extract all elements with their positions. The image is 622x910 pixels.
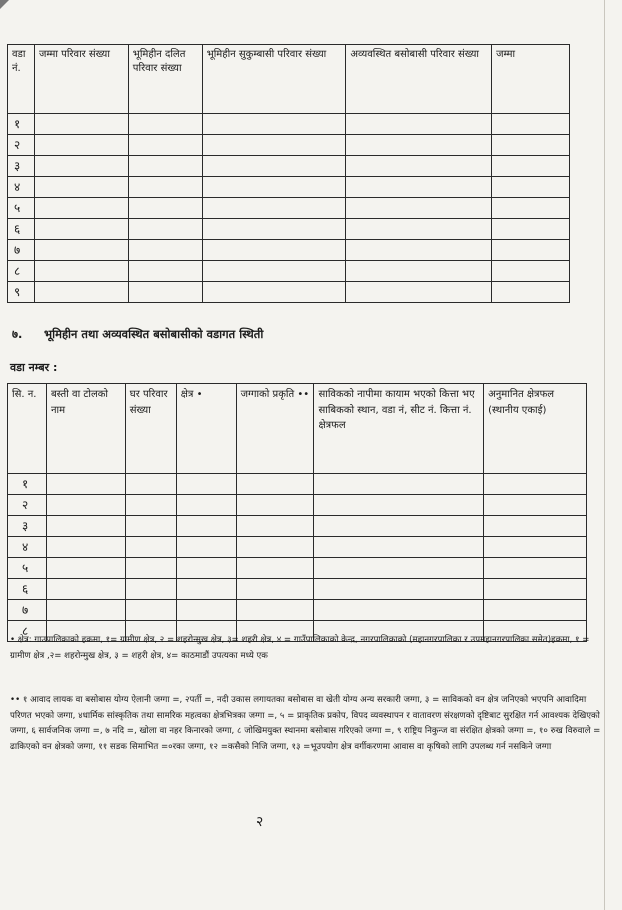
table-cell bbox=[125, 558, 176, 579]
table-row bbox=[8, 261, 570, 282]
table-cell bbox=[236, 516, 314, 537]
table-cell bbox=[125, 600, 176, 621]
table-cell bbox=[176, 516, 236, 537]
header-landless-dalit: भूमिहीन दलित परिवार संख्या bbox=[128, 45, 202, 114]
table-cell bbox=[346, 219, 492, 240]
table-cell bbox=[128, 240, 202, 261]
row-number: ४ bbox=[8, 177, 35, 198]
row-number: ५ bbox=[8, 558, 47, 579]
table-cell bbox=[492, 177, 570, 198]
table-cell bbox=[128, 282, 202, 303]
table-cell bbox=[125, 474, 176, 495]
header-total-families: जम्मा परिवार संख्या bbox=[34, 45, 128, 114]
table-cell bbox=[314, 474, 484, 495]
page-number: २ bbox=[256, 814, 264, 830]
table-cell bbox=[202, 156, 346, 177]
table-cell bbox=[346, 177, 492, 198]
row-number: ७ bbox=[8, 240, 35, 261]
table-cell bbox=[34, 156, 128, 177]
row-number: ६ bbox=[8, 219, 35, 240]
row-number: २ bbox=[8, 135, 35, 156]
table-cell bbox=[46, 600, 125, 621]
table-cell bbox=[314, 600, 484, 621]
table-cell bbox=[236, 537, 314, 558]
section-title: भूमिहीन तथा अव्यवस्थित बसोबासीको वडागत स्थिती bbox=[44, 327, 264, 341]
row-number: ९ bbox=[8, 282, 35, 303]
table-cell bbox=[125, 495, 176, 516]
table-cell bbox=[34, 177, 128, 198]
table-cell bbox=[202, 177, 346, 198]
table-cell bbox=[125, 579, 176, 600]
table-cell bbox=[492, 114, 570, 135]
header-household-count: घर परिवार संख्या bbox=[125, 384, 176, 474]
table-cell bbox=[314, 495, 484, 516]
table-cell bbox=[176, 495, 236, 516]
table-cell bbox=[236, 558, 314, 579]
table-cell bbox=[34, 114, 128, 135]
table-cell bbox=[484, 495, 587, 516]
table-cell bbox=[492, 135, 570, 156]
table-cell bbox=[484, 558, 587, 579]
table-cell bbox=[346, 135, 492, 156]
table-row bbox=[8, 537, 587, 558]
table-cell bbox=[34, 135, 128, 156]
table-cell bbox=[46, 495, 125, 516]
table-cell bbox=[34, 282, 128, 303]
margin-line bbox=[604, 0, 605, 910]
table-header-row bbox=[8, 384, 587, 474]
header-serial-no: सि. न. bbox=[8, 384, 47, 474]
table-cell bbox=[492, 219, 570, 240]
section-number: ७. bbox=[12, 327, 23, 341]
table-cell bbox=[128, 177, 202, 198]
table-cell bbox=[128, 135, 202, 156]
table-row bbox=[8, 219, 570, 240]
table-cell bbox=[34, 261, 128, 282]
table-cell bbox=[492, 282, 570, 303]
table-cell bbox=[484, 537, 587, 558]
table-cell bbox=[202, 282, 346, 303]
ward-family-table bbox=[7, 44, 570, 303]
table-cell bbox=[46, 579, 125, 600]
table-cell bbox=[128, 219, 202, 240]
table-cell bbox=[46, 558, 125, 579]
section-heading bbox=[12, 327, 263, 342]
table-cell bbox=[492, 156, 570, 177]
table-cell bbox=[176, 579, 236, 600]
table-cell bbox=[34, 219, 128, 240]
table-cell bbox=[346, 156, 492, 177]
table-cell bbox=[46, 537, 125, 558]
row-number: ४ bbox=[8, 537, 47, 558]
table-cell bbox=[484, 474, 587, 495]
header-cadastral-details: साविकको नापीमा कायाम भएको कित्ता भए साबिकको स्थान, वडा नं, सीट नं. कित्ता नं. क्षेत्रफल bbox=[314, 384, 484, 474]
table-row bbox=[8, 558, 587, 579]
table-cell bbox=[176, 474, 236, 495]
table-cell bbox=[125, 516, 176, 537]
table-row bbox=[8, 474, 587, 495]
table-row bbox=[8, 240, 570, 261]
corner-mark bbox=[0, 0, 9, 9]
table-cell bbox=[176, 600, 236, 621]
header-estimated-area: अनुमानित क्षेत्रफल (स्थानीय एकाई) bbox=[484, 384, 587, 474]
header-settlement-name: बस्ती वा टोलको नाम bbox=[46, 384, 125, 474]
header-informal-settler: अव्यवस्थित बसोबासी परिवार संख्या bbox=[346, 45, 492, 114]
table-cell bbox=[34, 198, 128, 219]
table-cell bbox=[346, 240, 492, 261]
table-cell bbox=[492, 240, 570, 261]
table-cell bbox=[484, 600, 587, 621]
row-number: ७ bbox=[8, 600, 47, 621]
table-cell bbox=[236, 579, 314, 600]
table-row bbox=[8, 156, 570, 177]
table-row bbox=[8, 282, 570, 303]
table-row bbox=[8, 495, 587, 516]
table-cell bbox=[484, 516, 587, 537]
table-cell bbox=[34, 240, 128, 261]
table-cell bbox=[346, 282, 492, 303]
header-area-type: क्षेत्र • bbox=[176, 384, 236, 474]
table-row bbox=[8, 135, 570, 156]
area-type-note: • क्षेत्र: गाउपालिकाको हकमा, १= ग्रामीण क्षेत्र, २ = शहरोन्मुख क्षेत्र, ३= शहरी क्षेत्र, ४ = गाउँपालिकाको केन्द्र, नगरपालिकाको (महानगरपालिका र उपमहानगरपालिका समेत)हकमा, १ = ग्रामीण क्षेत्र ,२= शहरोन्मुख क्षेत्र, ३ = शहरी क्षेत्र, ४= काठमाडौं उपत्यका मध्ये एक bbox=[10, 635, 590, 661]
table-header-row bbox=[8, 45, 570, 114]
table-row bbox=[8, 600, 587, 621]
header-ward-no: वडा नं. bbox=[8, 45, 35, 114]
table-cell bbox=[346, 114, 492, 135]
table-cell bbox=[346, 261, 492, 282]
table-cell bbox=[314, 537, 484, 558]
table-cell bbox=[202, 114, 346, 135]
table-row bbox=[8, 114, 570, 135]
table-cell bbox=[346, 198, 492, 219]
table-cell bbox=[125, 537, 176, 558]
table-cell bbox=[314, 516, 484, 537]
table-cell bbox=[202, 135, 346, 156]
header-total: जम्मा bbox=[492, 45, 570, 114]
ward-number-label: वडा नम्बर : bbox=[10, 361, 58, 374]
table-row bbox=[8, 198, 570, 219]
table-cell bbox=[46, 474, 125, 495]
table-cell bbox=[314, 558, 484, 579]
table-cell bbox=[202, 198, 346, 219]
row-number: १ bbox=[8, 114, 35, 135]
row-number: २ bbox=[8, 495, 47, 516]
table-cell bbox=[202, 219, 346, 240]
row-number: १ bbox=[8, 474, 47, 495]
table-cell bbox=[492, 261, 570, 282]
table-cell bbox=[236, 600, 314, 621]
row-number: ८ bbox=[8, 621, 47, 642]
row-number: ५ bbox=[8, 198, 35, 219]
table-cell bbox=[128, 261, 202, 282]
row-number: ८ bbox=[8, 261, 35, 282]
table-cell bbox=[202, 261, 346, 282]
table-row bbox=[8, 579, 587, 600]
table-cell bbox=[492, 198, 570, 219]
row-number: ६ bbox=[8, 579, 47, 600]
table-cell bbox=[236, 495, 314, 516]
table-row bbox=[8, 516, 587, 537]
table-cell bbox=[128, 198, 202, 219]
table-row bbox=[8, 177, 570, 198]
land-nature-note: •• १ आवाद लायक वा बसोबास योग्य ऐलानी जग्गा =, २पर्ती =, नदी उकास लगायतका बसोबास वा खेती योग्य अन्य सरकारी जग्गा, ३ = साविकको वन क्षेत्र जनिएको भएपनि आवादिमा परिणत भएको जग्गा, ४धार्मिक सांस्कृतिक तथा सामरिक महत्वका क्षेत्रभित्रका जग्गा =, ५ = प्राकृतिक प्रकोप, विपद व्यवस्थापन र वातावरण संरक्षणको दृष्टिबाट सुरक्षित गर्न आवश्यक देखिएको जग्गा, ६ सार्वजनिक जग्गा =, ७ नदि =, खोला वा नहर किनारको जग्गा, ८ जोखिमयुक्त स्थानमा बसोबास गरिएको जग्गा =, ९ राष्ट्रिय निकुन्ज वा संरक्षित क्षेत्रको जग्गा =, १० रुख विरुवाले = ढाकिएको वन क्षेत्रको जग्गा, ११ सडक सिमाभित =०रका जग्गा, १२ =कसैको निजि जग्गा, १३ =भूउपयोग क्षेत्र वर्गीकरणमा आवास वा कृषिको लागि उपलब्ध गर्न नसकिने जग्गा bbox=[10, 695, 601, 752]
row-number: ३ bbox=[8, 156, 35, 177]
table-cell bbox=[176, 537, 236, 558]
table-cell bbox=[202, 240, 346, 261]
settlement-table bbox=[7, 383, 587, 642]
row-number: ३ bbox=[8, 516, 47, 537]
table-cell bbox=[128, 114, 202, 135]
table-cell bbox=[128, 156, 202, 177]
table-cell bbox=[236, 474, 314, 495]
header-land-nature: जग्गाको प्रकृति •• bbox=[236, 384, 314, 474]
table-cell bbox=[314, 579, 484, 600]
table-cell bbox=[176, 558, 236, 579]
table-cell bbox=[484, 579, 587, 600]
table-cell bbox=[46, 516, 125, 537]
header-landless-squatter: भूमिहीन सुकुम्बासी परिवार संख्या bbox=[202, 45, 346, 114]
